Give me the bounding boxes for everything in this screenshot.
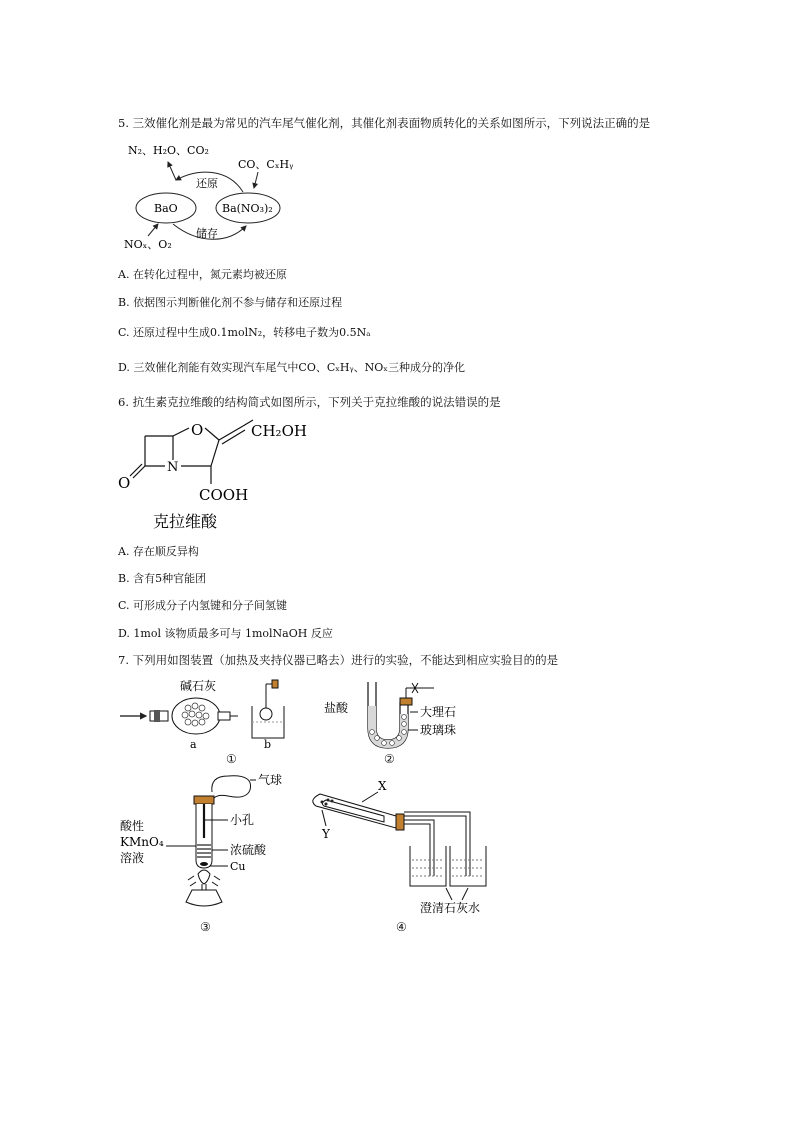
q6-stem: 6. 抗生素克拉维酸的结构简式如图所示，下列关于克拉维酸的说法错误的是 (118, 395, 501, 409)
q6-ring-o: O (191, 421, 204, 439)
q7-a2-right-label2: 玻璃珠 (420, 723, 457, 737)
q6-ring-n: N (167, 460, 179, 475)
q7-stem: 7. 下列用如图装置（加热及夹持仪器已略去）进行的实验，不能达到相应实验目的的是 (118, 653, 559, 667)
q5-option-a: A. 在转化过程中，氮元素均被还原 (118, 268, 287, 281)
q5-products: N₂、H₂O、CO₂ (128, 144, 209, 157)
q7-a4-number: ④ (396, 920, 407, 934)
q6-acid-group: COOH (199, 486, 249, 504)
q7-a1-number: ① (226, 752, 237, 766)
q5-stem: 5. 三效催化剂是最为常见的汽车尾气催化剂，其催化剂表面物质转化的关系如图所示，下列说法正确的是 (118, 116, 651, 130)
q7-apparatus-1 (118, 676, 298, 766)
q5-option-b: B. 依据图示判断催化剂不参与储存和还原过程 (118, 296, 343, 309)
q5-store-label: 储存 (196, 227, 218, 240)
q7-a1-top-label: 碱石灰 (180, 679, 217, 693)
q5-option-c: C. 还原过程中生成0.1molN₂，转移电子数为0.5Nₐ (118, 326, 371, 339)
q5-inputs: NOₓ、O₂ (124, 238, 172, 251)
q6-option-d: D. 1mol 该物质最多可与 1molNaOH 反应 (118, 627, 333, 640)
q6-option-b: B. 含有5种官能团 (118, 572, 207, 585)
q7-a3-hole: 小孔 (230, 813, 255, 827)
q7-a4-y: Y (322, 827, 330, 841)
q7-a3-sol3: 溶液 (120, 851, 145, 865)
q6-name: 克拉维酸 (153, 512, 218, 531)
q7-apparatus-3 (118, 770, 318, 920)
q7-apparatus-4 (300, 776, 510, 916)
q7-a3-balloon: 气球 (258, 773, 283, 787)
q5-left-oval: BaO (154, 202, 178, 215)
q5-right-oval: Ba(NO₃)₂ (222, 202, 273, 215)
q7-a3-sol1: 酸性 (120, 819, 145, 833)
q5-option-d: D. 三效催化剂能有效实现汽车尾气中CO、CₓHᵧ、NOₓ三种成分的净化 (118, 361, 465, 374)
q7-a2-left-label: 盐酸 (324, 701, 349, 715)
q7-a4-x: X (378, 779, 387, 793)
q6-option-a: A. 存在顺反异构 (118, 545, 199, 558)
q7-a2-right-label1: 大理石 (420, 705, 457, 719)
q7-a1-label-a: a (190, 738, 197, 751)
q5-cycle-diagram (118, 140, 308, 255)
q7-a2-number: ② (384, 752, 395, 766)
q6-structure-diagram (115, 414, 315, 534)
q5-reducers: CO、CₓHᵧ (238, 158, 294, 171)
q6-carbonyl-o: O (118, 474, 131, 492)
q7-a1-label-b: b (264, 738, 272, 751)
q7-a3-acid: 浓硫酸 (230, 843, 267, 857)
q7-a3-sol2: KMnO₄ (120, 835, 164, 849)
q7-a4-water: 澄清石灰水 (420, 901, 481, 915)
q6-side-chain: CH₂OH (251, 422, 307, 440)
q5-reduce-label: 还原 (196, 177, 218, 190)
q7-a3-metal: Cu (230, 860, 246, 873)
q6-option-c: C. 可形成分子内氢键和分子间氢键 (118, 599, 288, 612)
q7-apparatus-2 (322, 676, 492, 756)
q7-a3-number: ③ (200, 920, 211, 934)
